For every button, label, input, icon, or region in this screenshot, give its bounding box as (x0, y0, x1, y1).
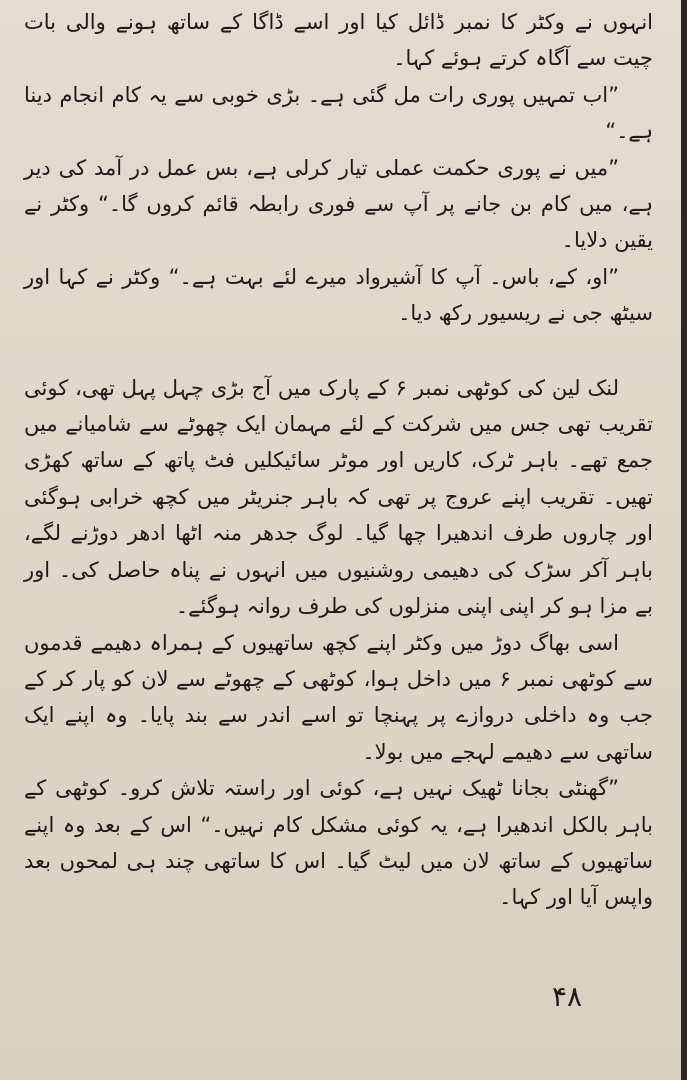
paragraph: ”گھنٹی بجانا ٹھیک نہیں ہے، کوئی اور راستہ تلاش کرو۔ کوٹھی کے باہر بالکل اندھیرا ہے، یہ کوئی مشکل کام نہیں۔“ اس کے بعد وہ اپنے ساتھیوں کے ساتھ لان میں لیٹ گیا۔ اس کا ساتھی چند ہی لمحوں بعد واپس آیا اور کہا۔ (24, 776, 653, 910)
paragraph: ”او، کے، باس۔ آپ کا آشیرواد میرے لئے بہت ہے۔“ وکٹر نے کہا اور سیٹھ جی نے ریسیور رکھ دیا۔ (24, 264, 653, 326)
section-break (24, 332, 653, 370)
paragraph: انہوں نے وکٹر کا نمبر ڈائل کیا اور اسے ڈاگا کے ساتھ ہونے والی بات چیت سے آگاہ کرتے ہوئے کہا۔ (24, 10, 653, 71)
page-number: ۴۸ (552, 980, 583, 1013)
paragraph: ”اب تمہیں پوری رات مل گئی ہے۔ بڑی خوبی سے یہ کام انجام دینا ہے۔“ (24, 82, 653, 144)
page-text (24, 4, 653, 916)
paragraph: اسی بھاگ دوڑ میں وکٹر اپنے کچھ ساتھیوں کے ہمراہ دھیمے قدموں سے کوٹھی نمبر ۶ میں داخل ہوا، کوٹھی کے چھوٹے سے لان کو پار کر کے جب وہ داخلی دروازے پر پہنچا تو اسے اندر سے بند پایا۔ وہ اپنے ایک ساتھی سے دھیمے لہجے میں بولا۔ (24, 630, 654, 764)
paragraph: ”میں نے پوری حکمت عملی تیار کرلی ہے، بس عمل در آمد کی دیر ہے، میں کام بن جانے پر آپ سے فوری رابطہ قائم کروں گا۔“ وکٹر نے یقین دلایا۔ (24, 155, 653, 253)
paragraph: لنک لین کی کوٹھی نمبر ۶ کے پارک میں آج بڑی چہل پہل تھی، کوئی تقریب تھی جس میں شرکت کے لئے مہمان ایک چھوٹے سے شامیانے میں جمع تھے۔ باہر ٹرک، کاریں اور موٹر سائیکلیں فٹ پاتھ کے ساتھ کھڑی تھیں۔ تقریب اپنے عروج پر تھی کہ باہر جنریٹر میں کچھ خرابی ہوگئی اور چاروں طرف اندھیرا چھا گیا۔ لوگ جدھر منہ اٹھا ادھر دوڑنے لگے، باہر آکر سڑک کی دھیمی روشنیوں میں انہوں نے پناہ حاصل کی۔ اور بے مزا ہو کر اپنی اپنی منزلوں کی طرف روانہ ہوگئے۔ (24, 375, 653, 619)
